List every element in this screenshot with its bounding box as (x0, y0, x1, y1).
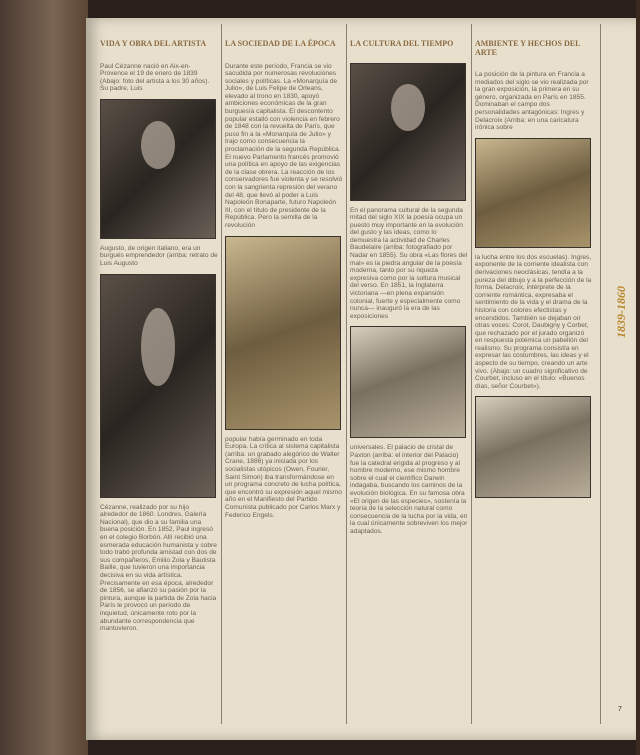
column-heading: LA CULTURA DEL TIEMPO (350, 39, 454, 48)
column-heading: VIDA Y OBRA DEL ARTISTA (100, 39, 207, 48)
portrait-face (141, 121, 175, 169)
body-text: universales. El palacio de cristal de Paxton (arriba: el interior del Palacio) fue la catedral erigida al progreso y al hombre moderno, ese mismo hombre sobre el cual el científico Darwin indagaba, buscando los caminos de la evolución biológica. En su famosa obra «El origen de las especies», sostenía la teoría de la selección natural como consecuencia de la lucha por la vida, en la cual únicamente sobreviven los mejor adaptados. (350, 444, 468, 535)
body-text: Paul Cézanne nació en Aix-en-Provence el 19 de enero de 1839 (Abajo: foto del artista a los 30 años). Su padre, Luis (100, 62, 210, 93)
body-text: la lucha entre los dos escuelas). Ingres, exponente de la corriente idealista con derivaciones neoclásicas, tendía a la pureza del dibujo y a la perfección de la forma. Delacroix, intérprete de la corriente romántica, expresaba el sentimiento de la vida y el drama de la historia con colores efectistas y encendidos. También se dejaban oír otras voces: Corot, Daubigny y Corbet, que rechazado por el jurado organizó en respuesta polémica un pabellón del realismo. Su programa consistía en expresar las costumbres, las ideas y el aspecto de su tiempo, creando un arte vivo. (Abajo: un cuadro significativo de Courbet, incluso en el título: «Buenos días, señor Courbet»). (475, 253, 592, 390)
luis-augusto-portrait (100, 274, 216, 498)
walter-crane-allegory (225, 236, 341, 430)
facing-page-edge (0, 0, 88, 755)
column-heading: LA SOCIEDAD DE LA ÉPOCA (225, 39, 336, 48)
crystal-palace-interior (350, 326, 466, 438)
ingres-delacroix-caricature (475, 138, 591, 248)
book-spine-edge (636, 0, 640, 755)
courbet-bonjour-painting (475, 396, 591, 498)
column-heading: AMBIENTE Y HECHOS DEL ARTE (475, 39, 580, 57)
column-ambiente-arte (475, 40, 593, 504)
body-text: Cézanne, realizado por su hijo alrededor de 1860. Londres, Galería Nacional), que dio a su familia una buena posición. En 1852, Paul ingresó en el colegio Borbón. Allí recibió una esmerada educación humanista y sobre todo trabó profunda amistad con dos de sus compañeros, Emilio Zola y Bautista Baille, que tuvieron una importancia decisiva en su vida artística. Precisamente en esa época, alrededor de 1856, se afianzó su pasión por la pintura, aunque la partida de Zola hacia París le provocó un período de inquietud, únicamente roto por la abundante correspondencia que mantuvieron. (100, 503, 217, 633)
body-text: En el panorama cultural de la segunda mitad del siglo XIX la poesía ocupa un puesto muy importante en la evolución del gusto y las ideas, como lo demuestra la actividad de Charles Baudelaire (arriba: fotografiado por Nadar en 1855). Su obra «Las flores del mal» es la piedra angular de la poesía moderna, tanto por su riqueza expresiva como por la soltura musical del verso. En 1851, la Inglaterra victoriana —en plena expansión colonial, fuerte y especialmente como nunca— inauguró la era de las exposiciones (350, 206, 468, 320)
column-cultura (350, 40, 468, 540)
body-text: Durante este período, Francia se vio sacudida por numerosas revoluciones sociales y políticas. La «Monarquía de Julio», de Luis Felipe de Orleans, elevado al trono en 1830, apoyó ambiciones económicas de la gran burguesía capitalista. El descontento popular estalló con violencia en febrero de 1848 con la revuelta de París, que puso fin a la «Monarquía de Julio» y trajo como consecuencia la proclamación de la segunda República. El nuevo Parlamento francés promovió una política en apoyo de las exigencias de la clase obrera. La reacción de los conservadores fue violenta y se resolvió con la sangrienta represión del verano del 48, que llevó al poder a Luis Napoleón Bonaparte, futuro Napoleón III, con el título de presidente de la República. Pero la semilla de la revolución (225, 62, 343, 229)
portrait-face (141, 308, 175, 386)
column-sociedad (225, 40, 343, 523)
margin-rule (600, 24, 601, 724)
baudelaire-photo (350, 63, 466, 201)
body-text: popular había germinado en toda Europa. La crítica al sistema capitalista (arriba: un grabado alegórico de Walter Crane, 1886) ya iniciada por los socialistas utópicos (Owen, Fourier, Saint Simon) iba transformándose en un programa concreto de lucha política, que encontró su expresión aquel mismo año en el Manifiesto del Partido Comunista publicado por Carlos Marx y Federico Engels. (225, 435, 342, 519)
column-divider (471, 24, 472, 724)
column-divider (221, 24, 222, 724)
margin-date: 1839-1860 (614, 286, 628, 338)
book-page (86, 18, 636, 740)
body-text: La posición de la pintura en Francia a mediados del siglo se vio realizada por la gran exposición, la primera en su género, organizada en París en 1855. Dominaban el campo dos personalidades antagónicas: Ingres y Delacroix (Arriba: en una caricatura irónica sobre (475, 71, 589, 132)
page-number: 7 (618, 706, 622, 713)
portrait-face (391, 84, 425, 132)
column-divider (346, 24, 347, 724)
cezanne-portrait (100, 99, 216, 239)
column-vida-y-obra (100, 40, 218, 637)
body-text: Augusto, de origen italiano, era un burgués emprendedor (arriba: retrato de Luis Augusto (100, 244, 218, 268)
